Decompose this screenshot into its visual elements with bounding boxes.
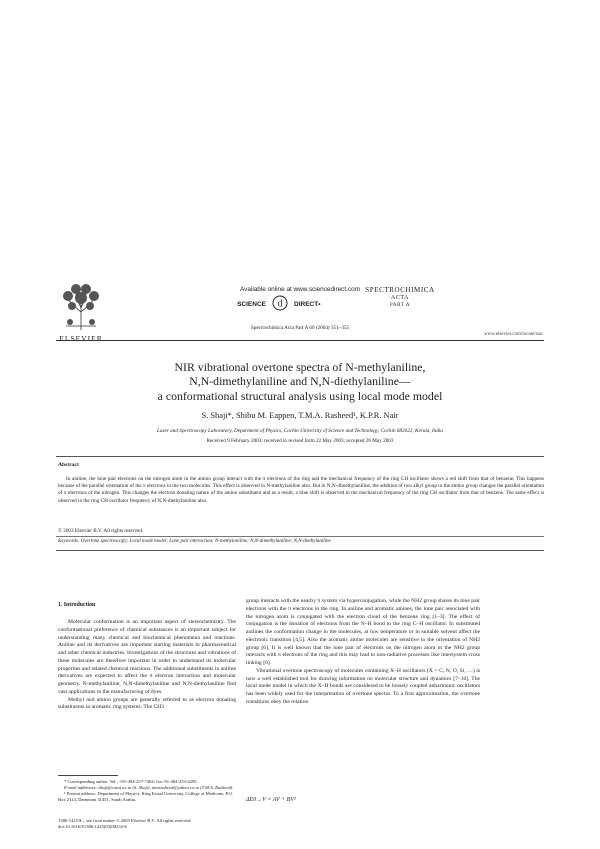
author-list: S. Shaji*, Shibu M. Eappen, T.M.A. Rasheed¹, K.P.R. Nair [201, 411, 399, 420]
footnote-present-address: ¹ Present address: Department of Physics, King Faisal University, College of Medicine, P.O. Box 2114, Dammam 31451, Saudi Arabia. [58, 791, 234, 803]
publisher-name: ELSEVIER [59, 334, 103, 343]
abstract-heading: Abstract [58, 462, 79, 468]
journal-citation: Spectrochimica Acta Part A 60 (2004) 351–355 [250, 325, 350, 331]
received-dates: Received 9 February 2003; received in revised form 22 May 2003; accepted 26 May 2003 [206, 438, 394, 444]
abstract-top-rule [56, 456, 544, 457]
front-matter [58, 818, 298, 830]
intro-paragraph: group interacts with the nearby π system via hyperconjugation, while the NH2 group shares its lone pair electrons with the π electrons in the ring. In aniline and aromatic amines, the lone pair associated with the nitrogen atom is conjugated with the electron cloud of the benzene ring [1–3]. The effect of conjugation is the donation of electrons from the N–H bond to the ring C–H oscillator. In substituted anilines the conformation change in the molecules, at low temperature or in suitable solvent affect the electronic transition [4,5]. Also the aromatic amine molecules are sensitive to the orientation of NH2 group [6]. It is well known that the lone pair of electrons on the nitrogen atom in the NH2 group interacts with π electrons of the ring and this may lead to non-radiative processes like intersystem cross linking [6]. [246, 598, 480, 666]
footnote-email[interactable]: E-mail addresses: shaji@cusat.ac.in (S. Shaji), tmarasheed@yahoo.co.in (T.M.A. Rasheed). [64, 785, 234, 791]
abstract-body: In aniline, the lone pair electrons on the nitrogen atom in the amino group interact with the π electrons of the ring and the mechanical frequency of the ring CH oscillator shows a red shift from that of benzene. This happens because of the parallel orientation of the π electrons in the two molecules. This effect is observed in N-methylaniline also. But in N,N-dimethylaniline, the addition of two alkyl group to the amino group changes the parallel orientation of π electrons of the nitrogen. This changes the electron donating nature of the amino substituent and as a result, a blue shift is observed in the mechanical frequency of the ring CH oscillator from that of benzene. The same effect is observed in the ring CH oscillator frequency of N,N-diethylaniline also. [58, 476, 544, 504]
abstract-bottom-rule [56, 550, 544, 551]
intro-paragraph: Molecular conformation is an important aspect of stereochemistry. The conformational preference of chemical substances is an important subject for understanding many chemical and biochemical phenomena and reactions. Aniline and its derivatives are important starting materials in pharmaceutical and other chemical industries. Investigations of the structures and vibrations of these molecules are therefore important in order to understand its molecular properties and related chemical reactions. The additional substituents in aniline derivatives are expected to affect the π electron interaction and molecular geometry. N-methylaniline, N,N-dimethylaniline and N,N-diethylaniline find vast applications in the manufacturing of dyes. [58, 619, 236, 695]
issn-line: 1386-1425/$ – see front matter © 2003 Elsevier B.V. All rights reserved. [58, 818, 192, 823]
header-rule [56, 340, 544, 341]
abstract-mid-rule [56, 536, 544, 537]
abstract-copyright: © 2003 Elsevier B.V. All rights reserved. [58, 528, 144, 534]
intro-paragraph: Vibrational overtone spectroscopy of molecules containing X–H oscillators (X = C, N, O, Si, …) is now a well established tool for drawing information on molecular structure and dynamics [7–10]. The local mode model in which the X–H bonds are considered to be loosely coupled anharmonic oscillators has been widely used for the interpretation of overtone spectra. To a first approximation, the overtone transitions obey the relation [246, 667, 480, 705]
svg-text:d: d [277, 298, 283, 310]
journal-name-line1: SPECTROCHIMICA [365, 286, 435, 294]
footnote-rule [58, 775, 118, 776]
title-line-1: NIR vibrational overtone spectra of N-methylaniline, [174, 360, 426, 374]
title-line-3: a conformational structural analysis using local mode model [157, 388, 443, 403]
intro-paragraph: Methyl and amino groups are generally referred to as electron donating substituents in aromatic ring systems. The CH3 [58, 696, 236, 711]
svg-text:DIRECT•: DIRECT• [294, 301, 321, 308]
left-column [58, 619, 236, 712]
svg-text:SCIENCE: SCIENCE [237, 301, 266, 308]
available-online-text[interactable]: Available online at www.sciencedirect.com [240, 286, 360, 293]
doi-line[interactable]: doi:10.1016/S1386-1425(03)00233-6 [58, 824, 127, 829]
article-title [80, 360, 520, 403]
journal-name-line3: PART A [389, 303, 411, 308]
journal-url[interactable]: www.elsevier.com/locate/saa [484, 332, 542, 337]
keywords: Keywords: Overtone spectroscopy; Local mode model; Lone pair interaction; N-methylaniline; N,N-dimethylaniline; N,N-diethylaniline [58, 539, 331, 544]
journal-name-line2: ACTA [390, 295, 410, 301]
overtone-equation: ΔE0→V = AV + BV² [246, 797, 296, 803]
section-heading-introduction: 1. Introduction [58, 602, 96, 608]
footnotes [58, 779, 238, 803]
title-line-2: N,N-dimethylaniline and N,N-diethylaniline— [189, 374, 411, 389]
footnote-corresponding: * Corresponding author. Tel.: +91-484-257-7404; fax: 91-484-253-4295. [64, 779, 198, 784]
right-column [246, 598, 480, 707]
affiliation: Laser and Spectroscopy Laboratory, Department of Physics, Cochin University of Science and Technology, Cochin 682022, Kerala, India [157, 428, 443, 434]
journal-masthead [358, 286, 442, 310]
elsevier-tree-logo [56, 282, 106, 332]
